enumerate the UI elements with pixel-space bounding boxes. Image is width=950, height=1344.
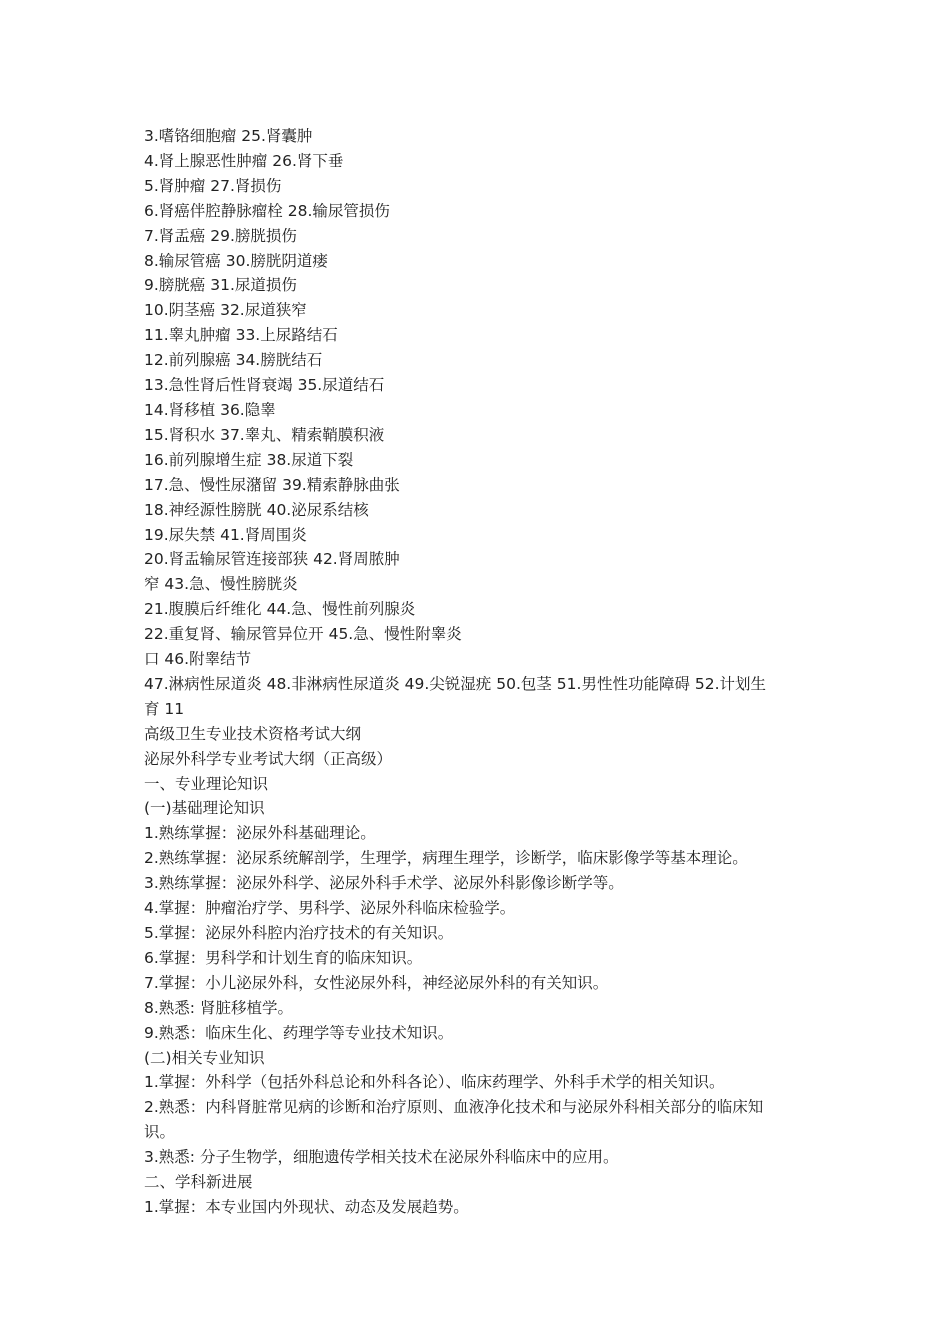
- text-line: 口 46.附睾结节: [144, 650, 252, 669]
- subsection-heading: (一)基础理论知识: [144, 799, 265, 818]
- text-line: 13.急性肾后性肾衰竭 35.尿道结石: [144, 376, 385, 395]
- text-line: 9.熟悉：临床生化、药理学等专业技术知识。: [144, 1023, 454, 1042]
- text-line: 6.掌握：男科学和计划生育的临床知识。: [144, 948, 423, 967]
- text-line: 21.腹膜后纤维化 44.急、慢性前列腺炎: [144, 600, 416, 619]
- text-line: 5.掌握：泌尿外科腔内治疗技术的有关知识。: [144, 924, 454, 942]
- text-line: 7.掌握：小儿泌尿外科，女性泌尿外科，神经泌尿外科的有关知识。: [144, 973, 609, 992]
- section-heading: 二、学科新进展: [144, 1173, 253, 1192]
- text-line: 识。: [144, 1123, 176, 1142]
- text-line: 3.熟练掌握：泌尿外科学、泌尿外科手术学、泌尿外科影像诊断学等。: [144, 874, 624, 893]
- text-line: 9.膀胱癌 31.尿道损伤: [144, 276, 297, 295]
- text-line: 19.尿失禁 41.肾周围炎: [144, 525, 307, 544]
- text-line: 15.肾积水 37.睾丸、精索鞘膜积液: [144, 425, 385, 444]
- text-line: 8.输尿管癌 30.膀胱阴道瘘: [144, 251, 328, 270]
- text-line: 2.熟练掌握：泌尿系统解剖学，生理学，病理生理学，诊断学，临床影像学等基本理论。: [144, 849, 748, 868]
- text-line: 7.肾盂癌 29.膀胱损伤: [144, 226, 297, 245]
- document-subtitle: 泌尿外科学专业考试大纲（正高级）: [144, 749, 393, 768]
- text-line: 1.掌握：外科学（包括外科总论和外科各论）、临床药理学、外科手术学的相关知识。: [144, 1073, 725, 1092]
- text-line: 10.阴茎癌 32.尿道狭窄: [144, 301, 307, 320]
- text-line: 5.肾肿瘤 27.肾损伤: [144, 176, 282, 195]
- text-line: 18.神经源性膀胱 40.泌尿系结核: [144, 500, 369, 519]
- text-line: 4.掌握：肿瘤治疗学、男科学、泌尿外科临床检验学。: [144, 899, 516, 918]
- text-line: 1.掌握：本专业国内外现状、动态及发展趋势。: [144, 1197, 469, 1216]
- text-line: 2.熟悉：内科肾脏常见病的诊断和治疗原则、血液净化技术和与泌尿外科相关部分的临床知: [144, 1098, 764, 1117]
- text-line: 11.睾丸肿瘤 33.上尿路结石: [144, 326, 338, 345]
- text-line: 12.前列腺癌 34.膀胱结石: [144, 351, 323, 370]
- text-line: 20.肾盂输尿管连接部狭 42.肾周脓肿: [144, 550, 400, 569]
- document-title: 高级卫生专业技术资格考试大纲: [144, 724, 362, 743]
- subsection-heading: (二)相关专业知识: [144, 1048, 265, 1067]
- text-line: 8.熟悉: 肾脏移植学。: [144, 998, 293, 1017]
- text-line: 窄 43.急、慢性膀胱炎: [144, 575, 298, 594]
- text-line: 1.熟练掌握：泌尿外科基础理论。: [144, 824, 376, 843]
- text-line: 3.熟悉: 分子生物学，细胞遗传学相关技术在泌尿外科临床中的应用。: [144, 1148, 619, 1167]
- text-line: 6.肾癌伴腔静脉瘤栓 28.输尿管损伤: [144, 201, 390, 220]
- document-body: [144, 124, 814, 1220]
- text-line: 3.嗜铬细胞瘤 25.肾囊肿: [144, 127, 313, 145]
- section-heading: 一、专业理论知识: [144, 774, 269, 793]
- text-line: 17.急、慢性尿潴留 39.精索静脉曲张: [144, 475, 400, 494]
- text-line: 4.肾上腺恶性肿瘤 26.肾下垂: [144, 151, 344, 170]
- text-line: 22.重复肾、输尿管异位开 45.急、慢性附睾炎: [144, 625, 462, 644]
- text-line: 14.肾移植 36.隐睾: [144, 400, 276, 419]
- text-line: 16.前列腺增生症 38.尿道下裂: [144, 450, 354, 469]
- text-line: 育 11: [144, 699, 185, 718]
- text-line: 47.淋病性尿道炎 48.非淋病性尿道炎 49.尖锐湿疣 50.包茎 51.男性性功能障碍 52.计划生: [144, 674, 767, 693]
